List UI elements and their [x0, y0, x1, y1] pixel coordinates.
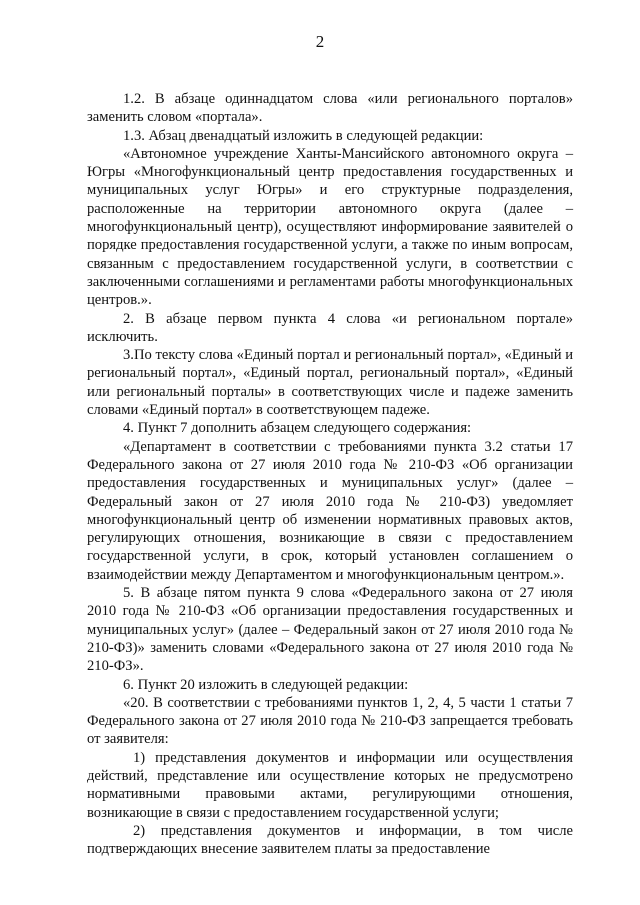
paragraph-3: 3.По тексту слова «Единый портал и региональный портал», «Единый и региональный портал», «Единый портал, региональный портал», «Единый или региональный порталы» в соответствующих числе и падеже заменить словами «Единый портал» в соответствующем падеже. — [87, 347, 573, 419]
paragraph-1-2: 1.2. В абзаце одиннадцатом слова «или регионального порталов» заменить словом «портала». — [87, 91, 573, 126]
page-number: 2 — [315, 32, 325, 51]
paragraph-quote-20: «20. В соответствии с требованиями пунктов 1, 2, 4, 5 части 1 статьи 7 Федерального закона от 27 июля 2010 года № 210-ФЗ запрещается требовать от заявителя: — [87, 694, 573, 748]
list-item-2: 2) представления документов и информации, в том числе подтверждающих внесение заявителем платы за предоставление — [87, 822, 573, 858]
document-body — [87, 90, 573, 858]
paragraph-1-3: 1.3. Абзац двенадцатый изложить в следующей редакции: — [123, 127, 484, 144]
paragraph-5: 5. В абзаце пятом пункта 9 слова «Федерального закона от 27 июля 2010 года № 210-ФЗ «Об организации предоставления государственных и муниципальных услуг» (далее – Федеральный закон от 27 июля 2010 года № 210-ФЗ)» заменить словами «Федерального закона от 27 июля 2010 года № 210-ФЗ». — [87, 585, 573, 675]
paragraph-4: 4. Пункт 7 дополнить абзацем следующего содержания: — [123, 420, 472, 437]
paragraph-quote-department: «Департамент в соответствии с требованиями пункта 3.2 статьи 17 Федерального закона от 27 июля 2010 года № 210-ФЗ «Об организации предоставления государственных и муниципальных услуг» (далее – Федеральный закон от 27 июля 2010 года № 210-ФЗ) уведомляет многофункциональный центр об изменении нормативных правовых актов, регулирующих отношения, возникающие в связи с предоставлением государственной услуги, в срок, который установлен соглашением о взаимодействии между Департаментом и многофункциональным центром.». — [87, 438, 573, 583]
paragraph-6: 6. Пункт 20 изложить в следующей редакции: — [123, 676, 409, 693]
list-item-1: 1) представления документов и информации или осуществления действий, представление или осуществление которых не предусмотрено нормативными правовыми актами, регулирующими отношения, возникающие в связи с предоставлением государственной услуги; — [87, 749, 573, 821]
paragraph-quote-mfc: «Автономное учреждение Ханты-Мансийского автономного округа – Югры «Многофункциональный центр предоставления государственных и муниципальных услуг Югры» и его структурные подразделения, расположенные на территории автономного округа (далее – многофункциональный центр), осуществляют информирование заявителей о порядке предоставления государственной услуги, а также по иным вопросам, связанным с предоставлением государственной услуги, в соответствии с заключенными соглашениями и регламентами работы многофункциональных центров.». — [87, 145, 573, 309]
paragraph-2: 2. В абзаце первом пункта 4 слова «и региональном портале» исключить. — [87, 310, 573, 345]
